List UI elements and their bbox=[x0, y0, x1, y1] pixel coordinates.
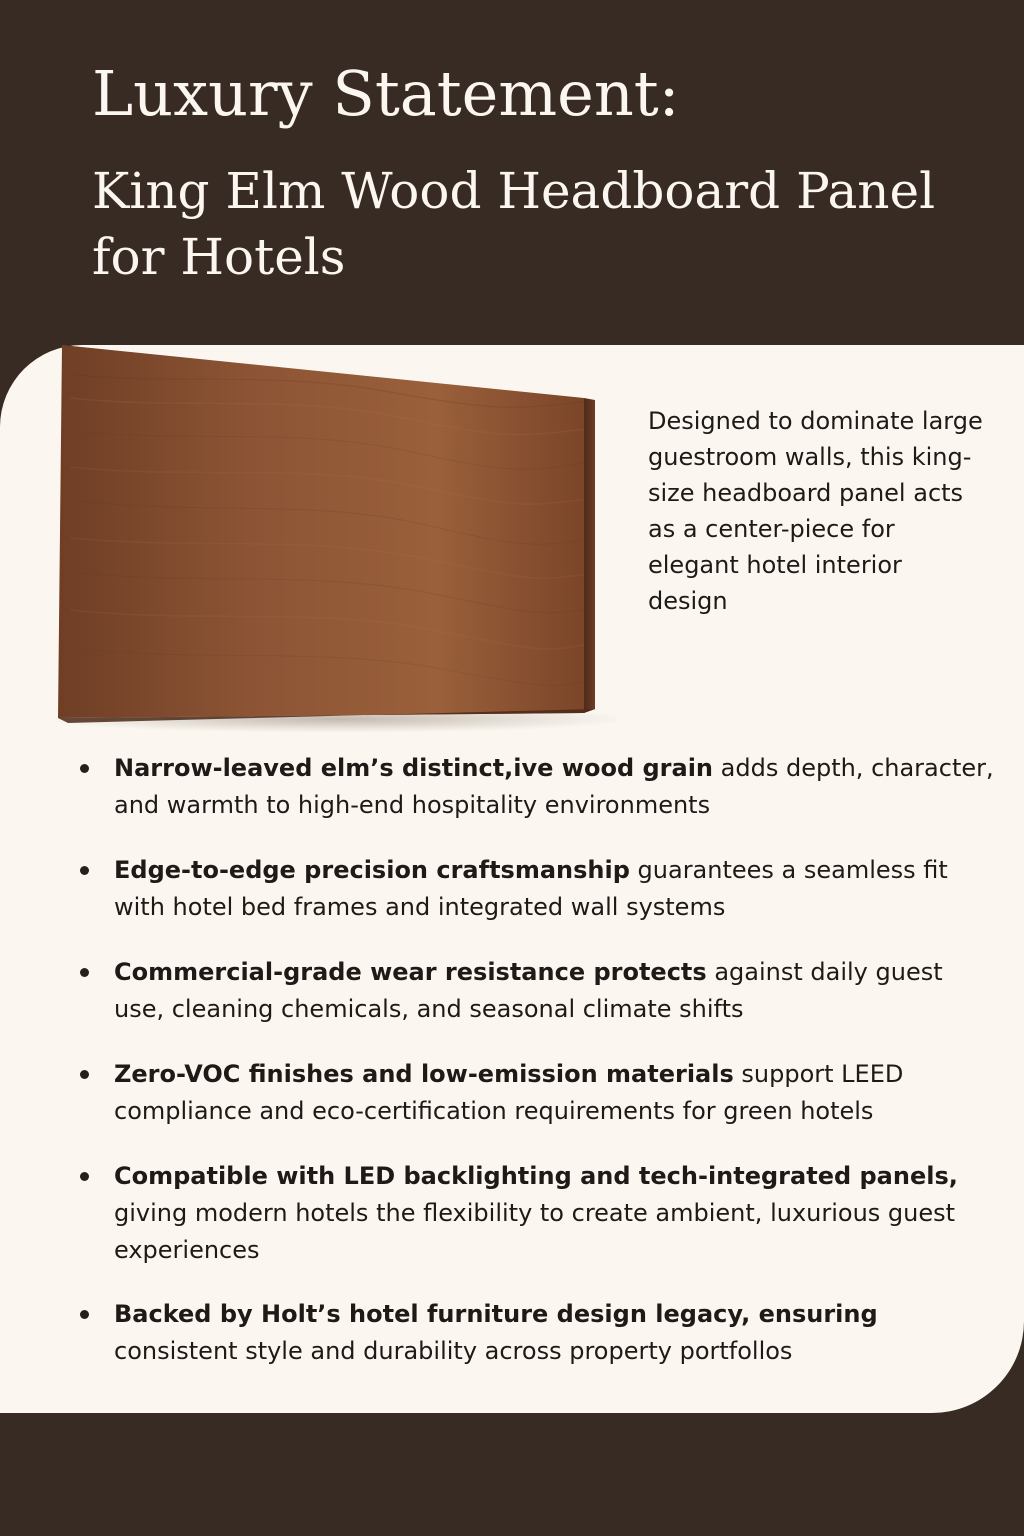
bullet-icon bbox=[80, 1070, 89, 1079]
feature-detail: giving modern hotels the flexibility to create ambient, luxurious guest experiences bbox=[114, 1199, 956, 1264]
page-title: Luxury Statement: bbox=[92, 57, 680, 130]
feature-item-grain bbox=[114, 750, 994, 824]
feature-item-craftsmanship bbox=[114, 852, 994, 926]
feature-highlight: Narrow-leaved elm’s distinct,ive wood grain bbox=[114, 754, 714, 782]
feature-detail: against daily guest use, cleaning chemicals, and seasonal climate shifts bbox=[114, 958, 943, 1023]
bullet-icon bbox=[80, 1310, 89, 1319]
feature-detail: guarantees a seamless fit with hotel bed frames and integrated wall systems bbox=[114, 856, 948, 921]
feature-highlight: Edge-to-edge precision craftsmanship bbox=[114, 856, 630, 884]
page-subtitle: King Elm Wood Headboard Panel for Hotels bbox=[92, 162, 936, 286]
feature-highlight: Compatible with LED backlighting and tech-integrated panels, bbox=[114, 1162, 958, 1190]
feature-item-wear-resistance bbox=[114, 954, 994, 1028]
feature-item-led-compatible bbox=[114, 1158, 994, 1269]
bullet-icon bbox=[80, 1172, 89, 1181]
feature-detail: adds depth, character, and warmth to high-end hospitality environments bbox=[114, 754, 994, 819]
feature-item-zero-voc bbox=[114, 1056, 994, 1130]
bullet-icon bbox=[80, 764, 89, 773]
product-description: Designed to dominate large guestroom walls, this king-size headboard panel acts as a center-piece for elegant hotel interior design bbox=[648, 407, 983, 615]
feature-detail: consistent style and durability across property portfollos bbox=[114, 1337, 793, 1365]
bullet-icon bbox=[80, 968, 89, 977]
feature-highlight: Backed by Holt’s hotel furniture design legacy, ensuring bbox=[114, 1300, 878, 1328]
feature-detail: support LEED compliance and eco-certification requirements for green hotels bbox=[114, 1060, 904, 1125]
feature-highlight: Commercial-grade wear resistance protects bbox=[114, 958, 707, 986]
bullet-icon bbox=[80, 866, 89, 875]
feature-item-design-legacy bbox=[114, 1296, 994, 1370]
feature-highlight: Zero-VOC finishes and low-emission materials bbox=[114, 1060, 734, 1088]
